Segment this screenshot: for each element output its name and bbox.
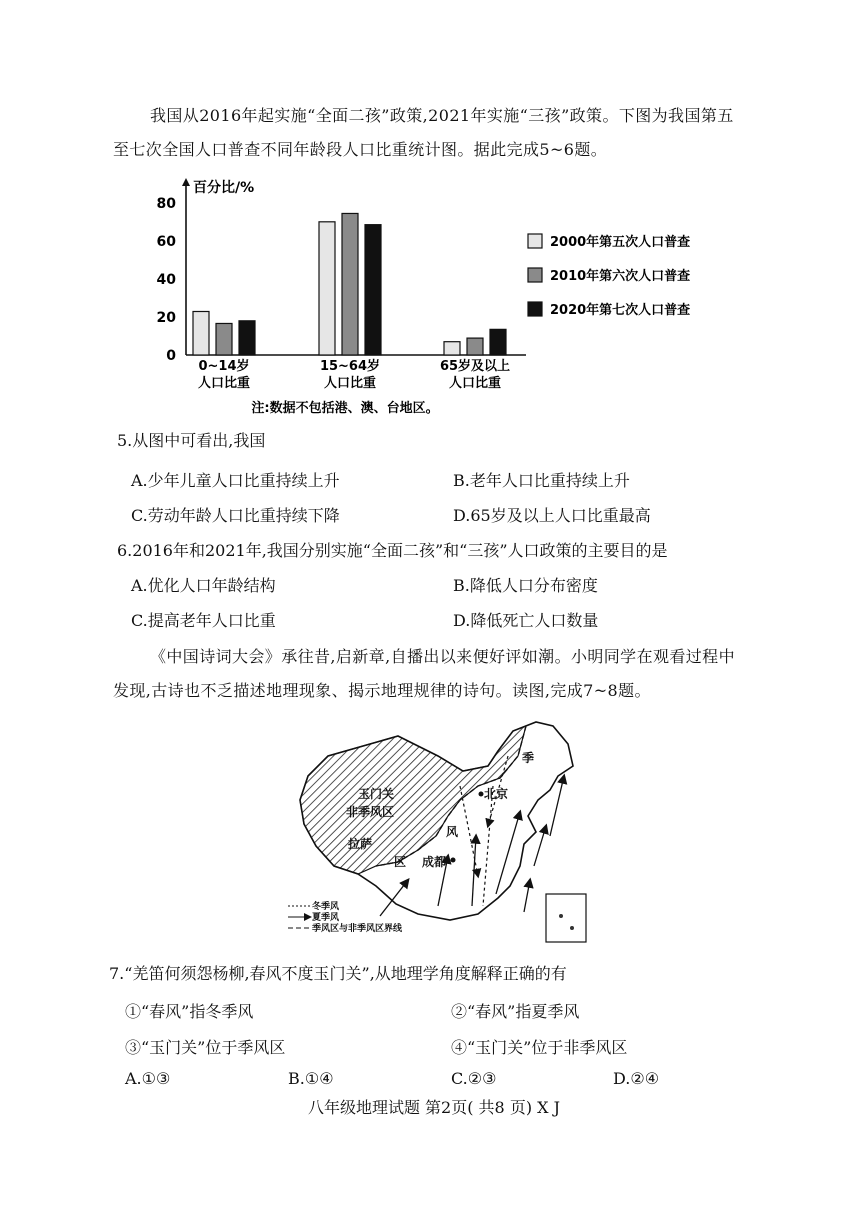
legend-swatch (528, 234, 542, 248)
page-footer: 八年级地理试题 第2页( 共8 页) X J (307, 1098, 561, 1117)
south-china-sea-inset (546, 894, 586, 942)
intro-paragraph-2 (113, 640, 735, 708)
y-axis-arrow (182, 178, 190, 186)
chengdu-dot (451, 858, 456, 863)
map-label-beijing: 北京 (484, 787, 509, 801)
x-category-label: 人口比重 (448, 376, 502, 391)
intro-line: 至七次全国人口普查不同年龄段人口比重统计图。据此完成5~6题。 (113, 140, 608, 159)
x-category-label: 15~64岁 (319, 359, 381, 374)
x-category-label: 0~14岁 (198, 359, 250, 374)
map-label-lhasa: 拉萨 (348, 837, 373, 851)
map-label-feng: 风 (446, 825, 459, 839)
legend-swatch (528, 268, 542, 282)
bar (365, 225, 381, 355)
intro-line: 我国从2016年起实施“全面二孩”政策,2021年实施“三孩”政策。下图为我国第五 (150, 106, 734, 125)
summer-monsoon-arrow (524, 880, 530, 912)
china-monsoon-map (288, 716, 594, 952)
y-tick-label: 60 (156, 234, 176, 250)
question-6-stem: 6.2016年和2021年,我国分别实施“全面二孩”和“三孩”人口政策的主要目的是 (117, 541, 668, 560)
question-5-stem: 5.从图中可看出,我国 (117, 431, 266, 450)
q6-option-d: D.降低死亡人口数量 (453, 611, 599, 630)
bar (193, 311, 209, 355)
q5-option-a: A.少年儿童人口比重持续上升 (131, 471, 340, 490)
map-label-chengdu: 成都 (422, 855, 447, 869)
q7-option-c: C.②③ (451, 1069, 497, 1088)
legend-label: 2020年第七次人口普查 (550, 303, 691, 318)
legend-swatch (528, 302, 542, 316)
map-label-non-monsoon: 非季风区 (346, 805, 395, 819)
bar (490, 329, 506, 355)
q5-option-c: C.劳动年龄人口比重持续下降 (131, 506, 340, 525)
map-label-ji: 季 (522, 751, 535, 765)
y-tick-label: 40 (156, 272, 176, 288)
y-axis-label: 百分比/% (193, 180, 255, 196)
x-category-label: 65岁及以上 (439, 359, 511, 374)
q6-option-a: A.优化人口年龄结构 (131, 576, 276, 595)
chart-note: 注:数据不包括港、澳、台地区。 (251, 401, 439, 416)
intro-line: 《中国诗词大会》承往昔,启新章,自播出以来便好评如潮。小明同学在观看过程中 (150, 647, 735, 666)
q7-statement-1: ①“春风”指冬季风 (125, 1002, 254, 1021)
island-mark (570, 926, 574, 930)
bar (342, 213, 358, 355)
q7-option-b: B.①④ (288, 1069, 334, 1088)
legend-label: 2010年第六次人口普查 (550, 269, 691, 284)
q6-option-b: B.降低人口分布密度 (453, 576, 598, 595)
bar (216, 323, 232, 355)
intro-paragraph-1 (113, 99, 734, 167)
intro-line: 发现,古诗也不乏描述地理现象、揭示地理规律的诗句。读图,完成7~8题。 (113, 681, 651, 700)
y-tick-label: 80 (156, 196, 176, 212)
q7-statement-3: ③“玉门关”位于季风区 (125, 1038, 286, 1057)
y-tick-label: 0 (166, 348, 176, 364)
q7-statement-2: ②“春风”指夏季风 (451, 1002, 580, 1021)
beijing-dot (479, 792, 484, 797)
x-category-label: 人口比重 (323, 376, 377, 391)
legend-summer: 夏季风 (312, 913, 340, 923)
map-label-qu: 区 (394, 855, 407, 869)
bar (239, 321, 255, 355)
bar (467, 338, 483, 355)
q5-option-d: D.65岁及以上人口比重最高 (453, 506, 651, 525)
map-label-yumenguan: 玉门关 (358, 787, 395, 801)
q7-statement-4: ④“玉门关”位于非季风区 (451, 1038, 628, 1057)
q5-option-b: B.老年人口比重持续上升 (453, 471, 630, 490)
legend-boundary: 季风区与非季风区界线 (312, 924, 403, 934)
bar (444, 342, 460, 355)
q7-option-a: A.①③ (125, 1069, 171, 1088)
question-7-stem: 7.“羌笛何须怨杨柳,春风不度玉门关”,从地理学角度解释正确的有 (109, 964, 567, 983)
legend-label: 2000年第五次人口普查 (550, 235, 691, 250)
x-category-label: 人口比重 (197, 376, 251, 391)
island-mark (559, 914, 563, 918)
q6-option-c: C.提高老年人口比重 (131, 611, 276, 630)
y-tick-label: 20 (156, 310, 176, 326)
population-bar-chart (150, 172, 770, 422)
bar (319, 222, 335, 355)
legend-winter: 冬季风 (312, 902, 340, 912)
q7-option-d: D.②④ (613, 1069, 660, 1088)
